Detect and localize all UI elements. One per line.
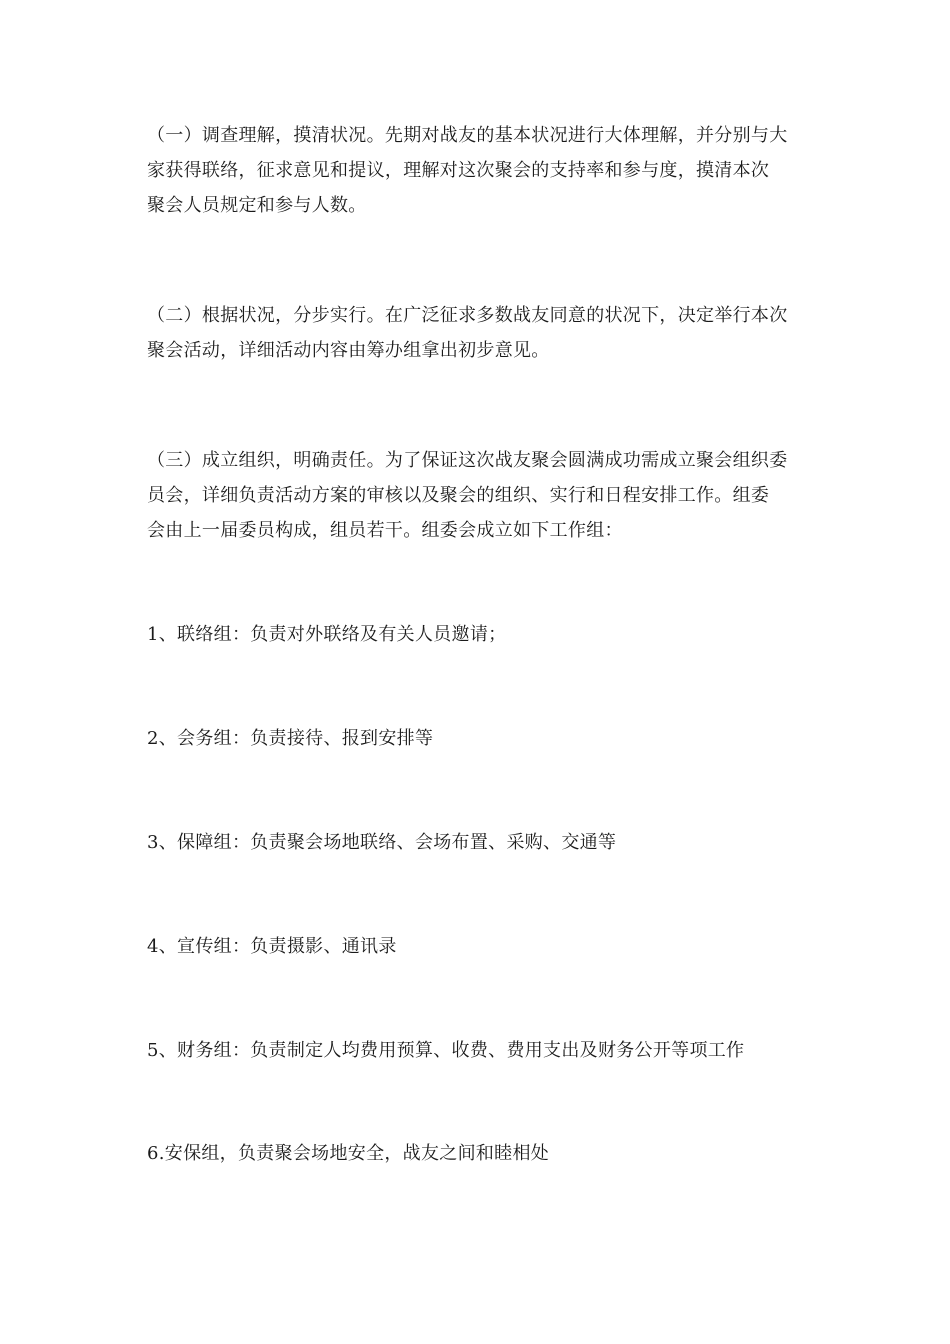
group-item-text: 2、会务组：负责接待、报到安排等 bbox=[147, 728, 434, 749]
paragraph-line: （一）调查理解，摸清状况。先期对战友的基本状况进行大体理解，并分别与大 bbox=[147, 125, 788, 146]
paragraph-investigation bbox=[147, 118, 807, 223]
paragraph-line: 会由上一届委员构成，组员若干。组委会成立如下工作组： bbox=[147, 520, 623, 541]
group-item-liaison bbox=[147, 617, 807, 652]
paragraph-line: （二）根据状况，分步实行。在广泛征求多数战友同意的状况下，决定举行本次 bbox=[147, 305, 788, 326]
paragraph-line: 聚会活动，详细活动内容由筹办组拿出初步意见。 bbox=[147, 340, 550, 361]
paragraph-implementation bbox=[147, 298, 807, 368]
group-item-text: 4、宣传组：负责摄影、通讯录 bbox=[147, 936, 397, 957]
paragraph-organization bbox=[147, 443, 807, 548]
group-item-text: 1、联络组：负责对外联络及有关人员邀请； bbox=[147, 624, 507, 645]
group-item-publicity bbox=[147, 929, 807, 964]
paragraph-line: 员会，详细负责活动方案的审核以及聚会的组织、实行和日程安排工作。组委 bbox=[147, 485, 770, 506]
paragraph-line: 聚会人员规定和参与人数。 bbox=[147, 195, 367, 216]
group-item-text: 5、财务组：负责制定人均费用预算、收费、费用支出及财务公开等项工作 bbox=[147, 1040, 745, 1061]
group-item-text: 3、保障组：负责聚会场地联络、会场布置、采购、交通等 bbox=[147, 832, 617, 853]
group-item-security bbox=[147, 1136, 807, 1171]
paragraph-line: 家获得联络，征求意见和提议，理解对这次聚会的支持率和参与度，摸清本次 bbox=[147, 160, 770, 181]
paragraph-line: （三）成立组织，明确责任。为了保证这次战友聚会圆满成功需成立聚会组织委 bbox=[147, 450, 788, 471]
group-item-conference-affairs bbox=[147, 721, 807, 756]
group-item-logistics bbox=[147, 825, 807, 860]
group-item-text: 6.安保组，负责聚会场地安全，战友之间和睦相处 bbox=[147, 1143, 550, 1164]
group-item-finance bbox=[147, 1033, 807, 1068]
